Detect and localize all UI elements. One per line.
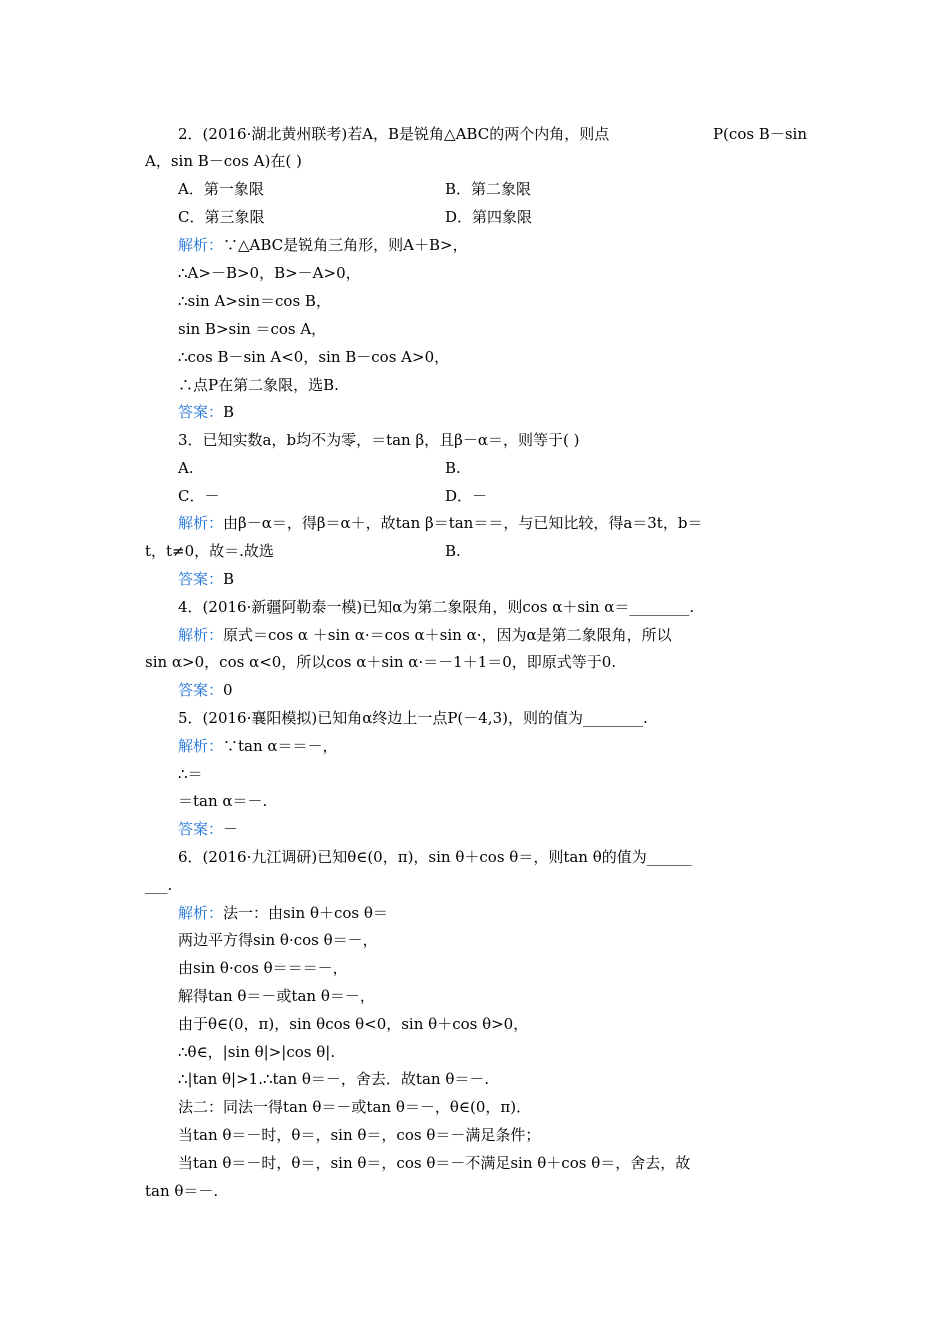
q6-analysis-line10: 当tan θ＝－时，θ＝，sin θ＝，cos θ＝－不满足sin θ＋cos θ＝，舍去，故	[178, 1154, 691, 1172]
q6-analysis-line8: 法二：同法一得tan θ＝－或tan θ＝－，θ∈(0，π)．	[178, 1098, 532, 1116]
q4-answer	[178, 680, 233, 700]
q3-option-b: B.	[445, 459, 461, 477]
q2-analysis-line2: ∴A>－B>0，B>－A>0，	[178, 264, 361, 282]
q6-analysis-line6: ∴θ∈，|sin θ|>|cos θ|.	[178, 1043, 336, 1061]
q3-analysis-line1	[178, 513, 702, 533]
q5-answer-label: 答案：	[178, 820, 224, 838]
q2-option-d: D．第四象限	[445, 208, 533, 226]
q2-stem-line1-end: P(cos B－sin	[712, 125, 807, 143]
q3-answer	[178, 569, 234, 589]
q4-analysis-line1	[178, 625, 672, 645]
q3-analysis-line2-end: B.	[445, 542, 461, 560]
q5-stem: 5．(2016·襄阳模拟)已知角α终边上一点P(－4,3)，则的值为________.	[178, 709, 648, 727]
q5-answer-value: －	[223, 820, 239, 838]
q5-analysis-line3: ＝tan α＝－.	[178, 792, 268, 810]
q5-analysis-label: 解析：	[178, 737, 224, 755]
q3-option-c: C．－	[178, 487, 220, 505]
q3-answer-value: B	[223, 570, 235, 588]
q2-answer-label: 答案：	[178, 403, 224, 421]
q2-stem-line2: A，sin B－cos A)在( )	[145, 152, 302, 170]
q2-analysis-label: 解析：	[178, 236, 224, 254]
q6-analysis-line9: 当tan θ＝－时，θ＝，sin θ＝，cos θ＝－满足条件；	[178, 1126, 541, 1144]
q6-analysis-line7: ∴|tan θ|>1.∴tan θ＝－，舍去．故tan θ＝－.	[178, 1070, 490, 1088]
q3-option-a: A.	[178, 459, 194, 477]
q2-option-a: A．第一象限	[178, 180, 264, 198]
q2-analysis-line1	[178, 235, 468, 255]
q2-option-c: C．第三象限	[178, 208, 265, 226]
q5-analysis-text1: ∵tan α＝＝－，	[223, 737, 338, 755]
q3-answer-label: 答案：	[178, 570, 224, 588]
q5-analysis-line2: ∴＝	[178, 765, 203, 783]
q2-analysis-line4: sin B>sin ＝cos A，	[178, 320, 327, 338]
q2-analysis-line3: ∴sin A>sin＝cos B，	[178, 292, 331, 310]
q2-analysis-line5: ∴cos B－sin A<0，sin B－cos A>0，	[178, 348, 450, 366]
q6-analysis-label: 解析：	[178, 904, 224, 922]
q2-answer	[178, 402, 234, 422]
q3-analysis-text1: 由β－α＝，得β＝α＋，故tan β＝tan＝＝，与已知比较，得a＝3t，b＝	[223, 514, 703, 532]
q3-option-d: D．－	[445, 487, 488, 505]
q6-analysis-line3: 由sin θ·cos θ＝＝＝－，	[178, 959, 348, 977]
q6-analysis-line5: 由于θ∈(0，π)，sin θcos θ<0，sin θ＋cos θ>0，	[178, 1015, 529, 1033]
q4-analysis-text1: 原式＝cos α ＋sin α·＝cos α＋sin α·，因为α是第二象限角，所以	[223, 626, 672, 644]
q4-analysis-line2: sin α>0，cos α<0，所以cos α＋sin α·＝－1＋1＝0，即原式等于0.	[145, 653, 617, 671]
q6-analysis-line2: 两边平方得sin θ·cos θ＝－，	[178, 931, 378, 949]
q2-source: 2．(2016·湖北黄州联考)若	[178, 125, 363, 143]
q6-analysis-line11: tan θ＝－.	[145, 1182, 219, 1200]
q6-stem-line1: 6．(2016·九江调研)已知θ∈(0，π)，sin θ＋cos θ＝，则tan θ的值为______	[178, 848, 692, 866]
q6-stem-line2: ___.	[145, 876, 173, 894]
q4-answer-label: 答案：	[178, 681, 224, 699]
q4-analysis-label: 解析：	[178, 626, 224, 644]
q2-stem-text: A，B是锐角△ABC的两个内角，则点	[362, 125, 610, 143]
q2-analysis-line6: ∴点P在第二象限，选B.	[178, 376, 339, 394]
q2-analysis-text1: ∵△ABC是锐角三角形，则A＋B>，	[223, 236, 468, 254]
q4-stem: 4．(2016·新疆阿勒泰一模)已知α为第二象限角，则cos α＋sin α＝________.	[178, 598, 695, 616]
q6-analysis-line4: 解得tan θ＝－或tan θ＝－，	[178, 987, 375, 1005]
q3-analysis-label: 解析：	[178, 514, 224, 532]
q3-stem: 3．已知实数a，b均不为零，＝tan β，且β－α＝，则等于( )	[178, 431, 580, 449]
q4-answer-value: 0	[223, 681, 233, 699]
q6-analysis-line1	[178, 903, 388, 923]
q6-analysis-text1: 法一：由sin θ＋cos θ＝	[223, 904, 388, 922]
q5-analysis-line1	[178, 736, 338, 756]
q2-stem-line1	[178, 124, 609, 144]
q2-option-b: B．第二象限	[445, 180, 532, 198]
q2-answer-value: B	[223, 403, 235, 421]
q5-answer	[178, 819, 238, 839]
q3-analysis-line2: t，t≠0，故＝.故选	[145, 542, 274, 560]
